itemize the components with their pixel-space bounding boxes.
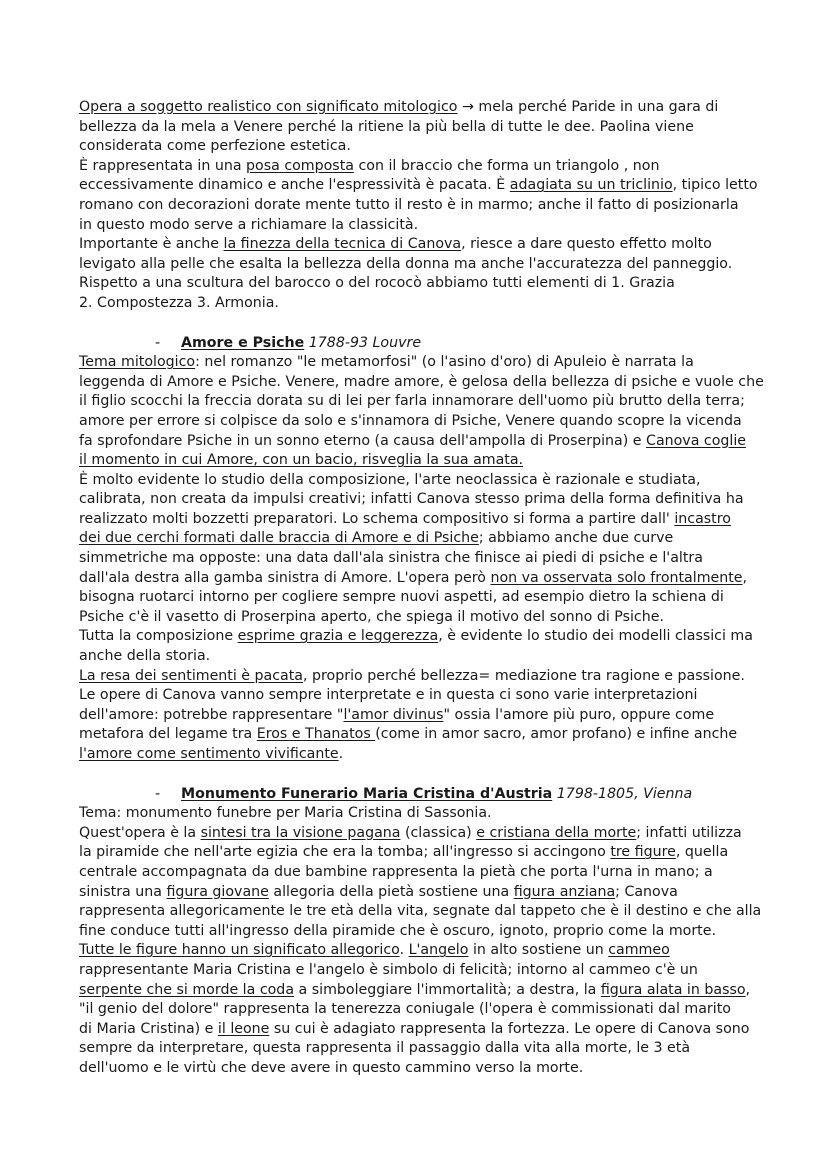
text-line (79, 353, 788, 373)
text-span: ; Canova (615, 883, 678, 900)
section-meta: 1788-93 Louvre (304, 334, 422, 351)
underlined-phrase: incastro (674, 510, 731, 527)
text-span: (come in amor sacro, amor profano) e infine anche (375, 726, 738, 743)
text-line: sempre da interpretare, questa rappresenta il passaggio dalla vita alla morte, le 3 età (79, 1040, 691, 1057)
text-span: , quella (675, 844, 729, 861)
text-line (79, 824, 788, 844)
section-title: Monumento Funerario Maria Cristina d'Austria (181, 785, 553, 802)
text-span: . (399, 942, 409, 959)
text-line (79, 745, 788, 765)
underlined-phrase: La resa dei sentimenti è pacata (79, 667, 304, 684)
text-line (79, 569, 788, 589)
underlined-phrase: non va osservata solo frontalmente (490, 569, 743, 586)
intro-section (79, 98, 788, 314)
underlined-phrase: Tutte le figure hanno un significato allegorico (79, 942, 400, 959)
text-line: simmetriche ma opposte: una data dall'ala sinistra che finisce ai piedi di psiche e l'altra (79, 550, 703, 567)
underlined-phrase: il leone (217, 1020, 270, 1037)
text-line (79, 98, 788, 118)
text-line (79, 883, 788, 903)
text-line (79, 510, 788, 530)
underlined-phrase: cammeo (608, 942, 670, 959)
text-span: È rappresentata in una (79, 157, 247, 174)
underlined-phrase: figura alata in basso (600, 981, 746, 998)
text-line: rappresenta allegoricamente le tre età della vita, segnate dal tappeto che è il destino e che alla (79, 903, 762, 920)
underlined-phrase: Tema mitologico (79, 354, 196, 371)
text-span: allegoria della pietà sostiene una (268, 883, 514, 900)
underlined-phrase: il momento in cui Amore, con un bacio, risveglia la sua amata. (79, 452, 524, 469)
text-line (79, 451, 788, 471)
text-line: romano con decorazioni dorate mente tutto il resto è in marmo; anche il fatto di posizionarla (79, 196, 739, 213)
text-span: la piramide che nell'arte egizia che era la tomba; all'ingresso si accingono (79, 844, 611, 861)
text-span: , (742, 569, 748, 586)
text-span: , è evidente lo studio dei modelli classici ma (438, 628, 753, 645)
text-line: Rispetto a una scultura del barocco o del rococò abbiamo tutti elementi di 1. Grazia (79, 275, 675, 292)
text-line (79, 667, 788, 687)
section-meta: 1798-1805, Vienna (552, 785, 693, 802)
text-line (79, 235, 788, 255)
text-span: sinistra una (79, 883, 167, 900)
spacer (79, 765, 788, 785)
section-title: Amore e Psiche (181, 334, 305, 351)
text-line: il figlio scocchi la freccia dorata su di lei per farla innamorare dell'uomo più brutto della terra; (79, 393, 745, 410)
text-span: con il braccio che forma un triangolo , non (353, 157, 660, 174)
text-line: leggenda di Amore e Psiche. Venere, madre amore, è gelosa della bellezza di psiche e vuole che (79, 373, 764, 390)
text-span: in alto sostiene un (468, 942, 609, 959)
text-line: bisogna ruotarci intorno per cogliere sempre nuovi aspetti, ad esempio dietro la schiena di (79, 589, 724, 606)
text-span: : nel romanzo "le metamorfosi" (o l'asino d'oro) di Apuleio è narrata la (195, 354, 694, 371)
text-span: Tutta la composizione (79, 628, 238, 645)
underlined-phrase: e cristiana della morte (476, 824, 637, 841)
text-span: Quest'opera è la (79, 824, 201, 841)
underlined-phrase: sintesi tra la visione pagana (200, 824, 401, 841)
text-span: ; infatti utilizza (636, 824, 742, 841)
text-line: calibrata, non creata da impulsi creativi; infatti Canova stesso prima della forma definitiva ha (79, 491, 744, 508)
text-line (79, 157, 788, 177)
text-line (79, 843, 788, 863)
underlined-phrase: tre figure (610, 844, 676, 861)
underlined-phrase: figura anziana (513, 883, 616, 900)
text-line: 2. Compostezza 3. Armonia. (79, 294, 279, 311)
text-span: su cui è adagiato rappresenta la fortezza. Le opere di Canova sono (269, 1020, 750, 1037)
text-line: considerata come perfezione estetica. (79, 138, 351, 155)
text-span: , riesce a dare questo effetto molto (461, 236, 712, 253)
text-line: "il genio del dolore" rappresenta la tenerezza coniugale (l'opera è commissionati dal marito (79, 1001, 731, 1018)
text-span: mela perché Paride in una gara di (478, 99, 719, 115)
text-line: È molto evidente lo studio della composizione, l'arte neoclassica è razionale e studiata, (79, 471, 701, 488)
text-line: Le opere di Canova vanno sempre interpretate e in questa ci sono varie interpretazioni (79, 687, 698, 704)
underlined-phrase: esprime grazia e leggerezza (237, 628, 439, 645)
underlined-phrase: adagiata su un triclinio (509, 177, 673, 194)
text-span: , (745, 981, 751, 998)
text-span: fa sprofondare Psiche in un sonno eterno (a causa dell'ampolla di Proserpina) e (79, 432, 647, 449)
text-line (79, 981, 788, 1001)
underlined-phrase: dei due cerchi formati dalle braccia di Amore e di Psiche (79, 530, 479, 547)
underlined-phrase: Eros e Thanatos (256, 726, 376, 743)
text-line: fine conduce tutti all'ingresso della piramide che è oscuro, ignoto, proprio come la morte. (79, 922, 716, 939)
text-line: levigato alla pelle che esalta la bellezza della donna ma anche l'accuratezza del panneggio. (79, 255, 733, 272)
underlined-phrase: l'amor divinus (343, 706, 444, 723)
text-span: di Maria Cristina) e (79, 1020, 218, 1037)
text-span: " ossia l'amore più puro, oppure come (443, 706, 715, 723)
underlined-phrase: posa composta (246, 157, 354, 174)
text-span: eccessivamente dinamico e anche l'espressività è pacata. È (79, 177, 510, 194)
underlined-phrase: la finezza della tecnica di Canova (223, 236, 462, 253)
text-span: Importante è anche (79, 236, 224, 253)
text-line (79, 1020, 788, 1040)
text-span: (classica) (400, 824, 477, 841)
text-span: metafora del legame tra (79, 726, 257, 743)
text-span: realizzato molti bozzetti preparatori. Lo schema compositivo si forma a partire dall' (79, 510, 675, 527)
text-line: Psiche c'è il vasetto di Proserpina aperto, che spiega il motivo del sonno di Psiche. (79, 608, 664, 625)
text-span: dall'ala destra alla gamba sinistra di Amore. L'opera però (79, 569, 491, 586)
text-line: anche della storia. (79, 648, 211, 665)
text-line (79, 176, 788, 196)
text-line: bellezza da la mela a Venere perché la ritiene la più bella di tutte le dee. Paolina viene (79, 118, 694, 135)
text-line (79, 432, 788, 452)
text-line: dell'uomo e le virtù che deve avere in questo cammino verso la morte. (79, 1059, 584, 1076)
text-line (79, 627, 788, 647)
text-line: Tema: monumento funebre per Maria Cristina di Sassonia. (79, 805, 492, 822)
text-span: ; abbiamo anche due curve (478, 530, 674, 547)
underlined-phrase: Opera a soggetto realistico con significato mitologico (79, 99, 458, 115)
text-span: a simboleggiare l'immortalità; a destra, la (294, 981, 601, 998)
bullet-dash: - (155, 334, 161, 351)
text-line (79, 529, 788, 549)
text-span: , tipico letto (672, 177, 758, 194)
text-line (79, 725, 788, 745)
text-span: dell'amore: potrebbe rappresentare " (79, 706, 344, 723)
underlined-phrase: figura giovane (166, 883, 269, 900)
text-line: in questo modo serve a richiamare la classicità. (79, 216, 419, 233)
underlined-phrase: l'amore come sentimento vivificante (79, 746, 339, 762)
arrow-symbol: → (457, 99, 479, 115)
bullet-dash: - (155, 785, 161, 802)
text-line: rappresentante Maria Cristina e l'angelo è simbolo di felicità; intorno al cammeo c'è un (79, 961, 698, 978)
text-line: amore per errore si colpisce da solo e s'innamora di Psiche, Venere quando scopre la vicenda (79, 412, 742, 429)
text-line (79, 706, 788, 726)
text-span: , proprio perché bellezza= mediazione tra ragione e passione. (303, 667, 745, 684)
underlined-phrase: Canova coglie (646, 432, 747, 449)
amore-psiche-section (79, 334, 788, 765)
monumento-section (79, 785, 788, 1079)
section-heading (79, 785, 788, 805)
underlined-phrase: L'angelo (408, 942, 469, 959)
section-heading (79, 334, 788, 354)
spacer (79, 314, 788, 334)
underlined-phrase: serpente che si morde la coda (79, 981, 295, 998)
text-line (79, 941, 788, 961)
text-line: centrale accompagnata da due bambine rappresenta la pietà che porta l'urna in mano; a (79, 863, 713, 880)
text-span: . (338, 746, 344, 762)
